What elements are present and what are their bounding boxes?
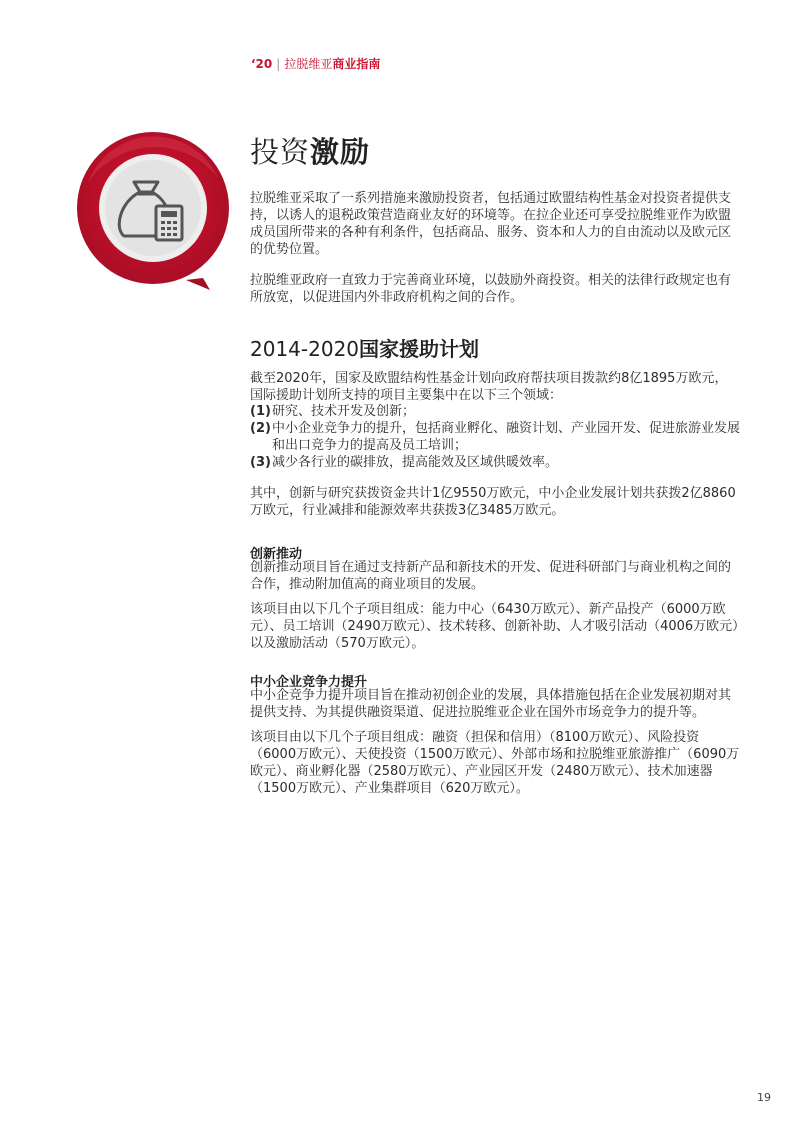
list-item bbox=[250, 403, 740, 420]
sme-heading: 中小企业竞争力提升 bbox=[250, 675, 368, 690]
section-lead: 截至2020年，国家及欧盟结构性基金计划向政府帮扶项目拨款约8亿1895万欧元，国际援助计划所支持的项目主要集中在以下三个领域： bbox=[250, 371, 728, 403]
list-item-number: (3) bbox=[250, 455, 271, 470]
page-number: 19 bbox=[757, 1091, 771, 1104]
innovation-heading: 创新推动 bbox=[250, 547, 303, 562]
header-title: 拉脱维亚 bbox=[284, 57, 333, 71]
list-item-number: (2) bbox=[250, 421, 271, 436]
header-year: ‘20 bbox=[251, 57, 273, 71]
sme-paragraph-2: 该项目由以下几个子项目组成：融资（担保和信用）（8100万欧元）、风险投资（6000万欧元）、天使投资（1500万欧元）、外部市场和拉脱维亚旅游推广（6090万欧元）、商业孵化器（2580万欧元）、产业园区开发（2480万欧元）、技术加速器（1500万欧元）、产业集群项目（620万欧元）。 bbox=[250, 730, 740, 796]
header-title-bold: 商业指南 bbox=[332, 57, 381, 71]
sme-paragraph-1: 中小企竞争力提升项目旨在推动初创企业的发展，具体措施包括在企业发展初期对其提供支持、为其提供融资渠道、促进拉脱维亚企业在国外市场竞争力的提升等。 bbox=[250, 688, 732, 720]
list-item-text: 中小企业竞争力的提升，包括商业孵化、融资计划、产业园开发、促进旅游业发展和出口竞争力的提高及员工培训； bbox=[272, 421, 741, 453]
money-bag-calculator-icon bbox=[68, 128, 238, 298]
page-title-normal: 投资 bbox=[250, 135, 311, 169]
page-title-bold: 激励 bbox=[310, 135, 371, 169]
list-item bbox=[250, 420, 740, 454]
running-header bbox=[251, 55, 380, 72]
section-title-bold: 国家援助计划 bbox=[359, 337, 480, 361]
innovation-paragraph-1: 创新推动项目旨在通过支持新产品和新技术的开发、促进科研部门与商业机构之间的合作，推动附加值高的商业项目的发展。 bbox=[250, 560, 732, 592]
page-title bbox=[250, 130, 370, 171]
section-title-normal: 2014-2020 bbox=[250, 337, 360, 361]
list-item-text: 研究、技术开发及创新； bbox=[272, 404, 416, 419]
focus-area-list bbox=[250, 403, 740, 471]
section-badge bbox=[68, 128, 238, 298]
section-title bbox=[250, 333, 479, 362]
list-item-text: 减少各行业的碳排放，提高能效及区域供暖效率。 bbox=[272, 455, 559, 470]
intro-paragraph-1: 拉脱维亚采取了一系列措施来激励投资者，包括通过欧盟结构性基金对投资者提供支持，以诱人的退税政策营造商业友好的环境等。在拉企业还可享受拉脱维亚作为欧盟成员国所带来的各种有利条件，包括商品、服务、资本和人力的自由流动以及欧元区的优势位置。 bbox=[250, 191, 732, 257]
list-item bbox=[250, 454, 740, 471]
intro-paragraph-2: 拉脱维亚政府一直致力于完善商业环境，以鼓励外商投资。相关的法律行政规定也有所放宽，以促进国内外非政府机构之间的合作。 bbox=[250, 273, 732, 305]
list-item-number: (1) bbox=[250, 404, 271, 419]
header-separator: | bbox=[276, 57, 281, 71]
innovation-paragraph-2: 该项目由以下几个子项目组成：能力中心（6430万欧元）、新产品投产（6000万欧元）、员工培训（2490万欧元）、技术转移、创新补助、人才吸引活动（4006万欧元）以及激励活动（570万欧元）。 bbox=[250, 602, 739, 651]
section-summary: 其中，创新与研究获拨资金共计1亿9550万欧元，中小企业发展计划共获拨2亿8860万欧元，行业减排和能源效率共获拨3亿3485万欧元。 bbox=[250, 486, 736, 518]
